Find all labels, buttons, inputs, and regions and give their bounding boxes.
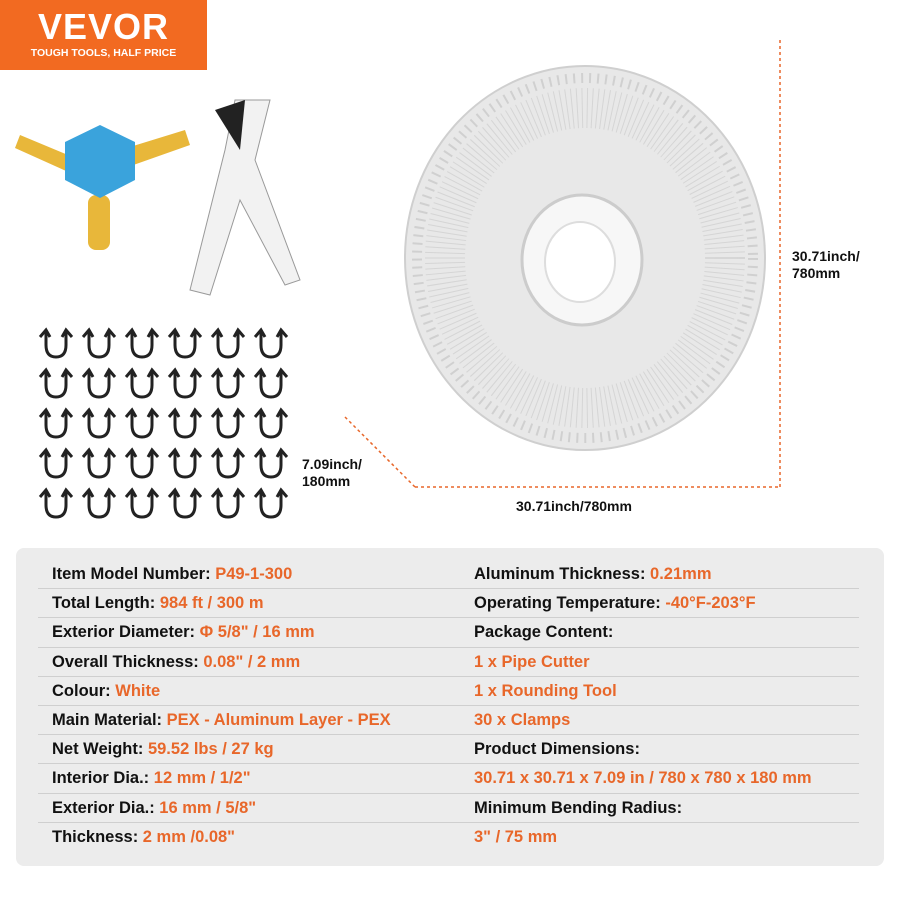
height-inch: 30.71inch/ <box>792 248 860 264</box>
clamp-icon <box>212 330 244 357</box>
spec-label: Main Material: <box>52 710 167 729</box>
spec-value: 59.52 lbs / 27 kg <box>147 740 274 759</box>
clamp-icon <box>40 410 72 437</box>
clamp-icon <box>40 490 72 517</box>
spec-value: 1 x Rounding Tool <box>474 681 617 700</box>
spec-label: Exterior Dia.: <box>52 798 160 817</box>
clamp-icon <box>169 450 201 477</box>
clamp-icon <box>83 450 115 477</box>
spec-label: Operating Temperature: <box>474 594 666 613</box>
clamp-icon <box>255 450 287 477</box>
spec-label: Aluminum Thickness: <box>474 565 651 583</box>
spec-row <box>458 794 859 823</box>
clamp-icon <box>255 490 287 517</box>
spec-row <box>458 560 859 589</box>
clamp-icon <box>255 410 287 437</box>
clamp-icon <box>83 490 115 517</box>
spec-label: Item Model Number: <box>52 565 216 583</box>
clamp-icon <box>255 330 287 357</box>
width-dimension-label: 30.71inch/780mm <box>516 498 632 514</box>
specs-left-column <box>52 560 460 852</box>
spec-row <box>38 735 460 764</box>
clamp-icon <box>126 490 158 517</box>
spec-value: 30.71 x 30.71 x 7.09 in / 780 x 780 x 180 mm <box>474 769 812 788</box>
spec-label: Total Length: <box>52 594 160 613</box>
clamp-icon <box>212 490 244 517</box>
spec-label: Interior Dia.: <box>52 769 154 788</box>
specifications-panel <box>16 548 884 866</box>
spec-value: 1 x Pipe Cutter <box>474 652 590 671</box>
spec-label: Colour: <box>52 681 116 700</box>
pipe-cutter-image <box>190 100 300 295</box>
spec-label: Minimum Bending Radius: <box>474 798 683 817</box>
spec-value: -40°F-203°F <box>665 594 756 613</box>
spec-row <box>458 706 859 735</box>
spec-row <box>458 648 859 677</box>
spec-label: Overall Thickness: <box>52 652 204 671</box>
clamp-icon <box>169 490 201 517</box>
specs-right-column <box>474 560 859 852</box>
spec-value: 12 mm / 1/2" <box>153 769 251 788</box>
spec-value: 16 mm / 5/8" <box>159 798 257 817</box>
spec-row <box>38 706 460 735</box>
spec-value: 3" / 75 mm <box>474 827 558 846</box>
spec-value: 30 x Clamps <box>474 710 571 729</box>
clamp-icon <box>83 410 115 437</box>
depth-inch: 7.09inch/ <box>302 456 362 472</box>
spec-row <box>38 823 460 852</box>
clamp-icon <box>40 330 72 357</box>
spec-label: Net Weight: <box>52 740 148 759</box>
spec-value: 0.21mm <box>650 565 712 583</box>
spec-label: Exterior Diameter: <box>52 623 200 642</box>
spec-row <box>458 735 859 764</box>
spec-value: PEX - Aluminum Layer - PEX <box>166 710 391 729</box>
spec-row <box>458 823 859 852</box>
clamp-icon <box>212 370 244 397</box>
clamp-icon <box>126 450 158 477</box>
clamp-icon <box>126 330 158 357</box>
spec-row <box>38 560 460 589</box>
clamp-icon <box>126 370 158 397</box>
spec-row <box>38 589 460 618</box>
height-dimension-label <box>792 248 860 282</box>
clamp-icon <box>126 410 158 437</box>
spec-value: 2 mm /0.08" <box>142 827 236 846</box>
height-mm: 780mm <box>792 265 841 281</box>
clamp-icon <box>169 410 201 437</box>
clamps-grid <box>40 330 287 517</box>
spec-value: White <box>115 681 161 700</box>
depth-mm: 180mm <box>302 473 351 489</box>
pex-coil-image <box>405 66 765 450</box>
spec-label: Package Content: <box>474 623 614 642</box>
spec-row <box>458 764 859 793</box>
clamp-icon <box>255 370 287 397</box>
spec-row <box>38 794 460 823</box>
clamp-icon <box>169 370 201 397</box>
spec-row <box>38 764 460 793</box>
spec-value: 0.08" / 2 mm <box>203 652 301 671</box>
spec-label: Product Dimensions: <box>474 740 640 759</box>
rounding-tool-image <box>15 125 190 250</box>
brand-tagline: TOUGH TOOLS, HALF PRICE <box>30 47 177 59</box>
brand-name: VEVOR <box>37 6 170 47</box>
spec-row <box>38 618 460 647</box>
clamp-icon <box>212 410 244 437</box>
clamp-icon <box>83 330 115 357</box>
clamp-icon <box>212 450 244 477</box>
spec-row <box>38 677 460 706</box>
spec-value: 984 ft / 300 m <box>159 594 264 613</box>
spec-row <box>458 677 859 706</box>
clamp-icon <box>169 330 201 357</box>
spec-row <box>458 618 859 647</box>
spec-value: P49-1-300 <box>215 565 293 583</box>
depth-dimension-label <box>302 456 362 490</box>
clamp-icon <box>40 450 72 477</box>
clamp-icon <box>83 370 115 397</box>
spec-label: Thickness: <box>52 827 143 846</box>
spec-value: Φ 5/8" / 16 mm <box>199 623 315 642</box>
spec-row <box>38 648 460 677</box>
spec-row <box>458 589 859 618</box>
clamp-icon <box>40 370 72 397</box>
